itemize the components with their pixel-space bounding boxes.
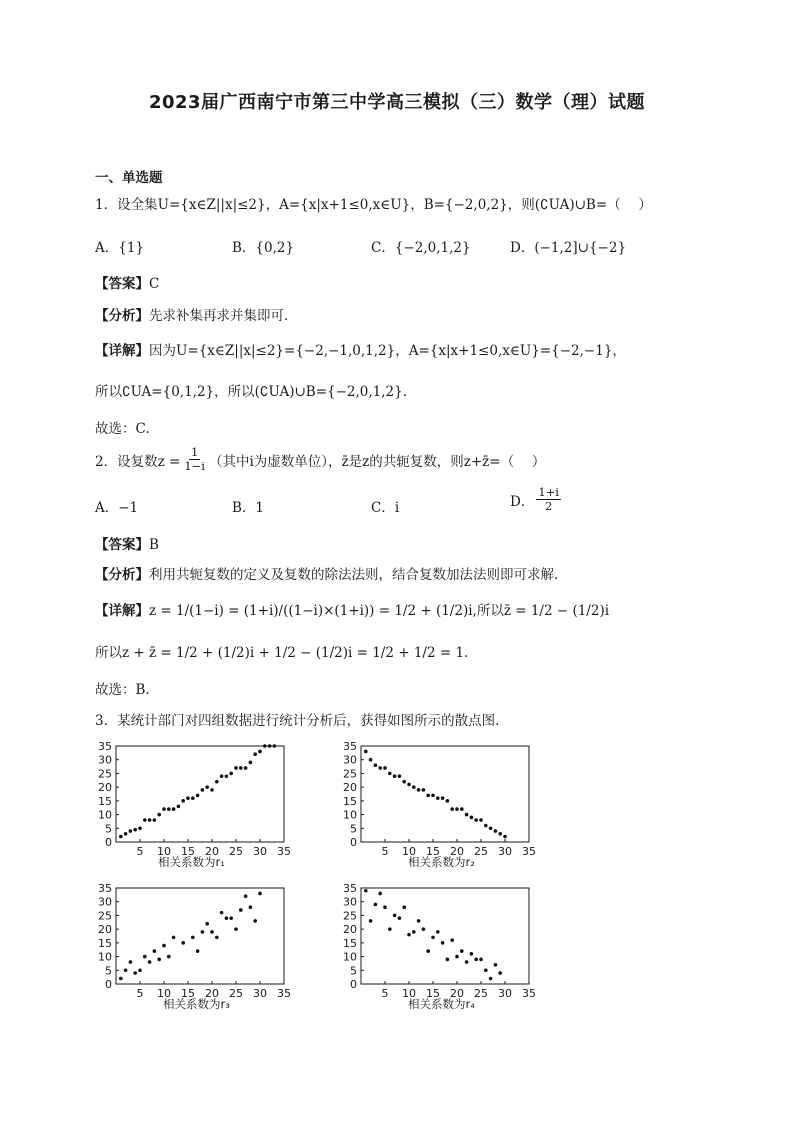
q1-answer-row <box>95 272 159 292</box>
data-point <box>239 908 243 912</box>
x-tick-label: 5 <box>381 845 389 858</box>
data-point <box>431 936 435 940</box>
y-tick-label: 25 <box>343 767 357 781</box>
q2-d-num: 1+i <box>538 485 559 499</box>
data-point <box>446 799 450 803</box>
data-point <box>234 927 238 931</box>
q2-option-d <box>510 486 563 513</box>
data-point <box>470 952 474 956</box>
x-tick-label: 10 <box>157 987 171 1000</box>
data-point <box>470 816 474 820</box>
y-tick-label: 10 <box>343 808 357 822</box>
y-tick-label: 0 <box>350 978 357 991</box>
data-point <box>441 941 445 945</box>
data-point <box>143 818 147 822</box>
data-point <box>426 949 430 953</box>
q2-option-d-label: D． <box>510 493 535 510</box>
y-tick-label: 15 <box>343 794 357 808</box>
data-point <box>172 807 176 811</box>
data-point <box>143 955 147 959</box>
data-point <box>138 826 142 830</box>
q1-option-c: C．{−2,0,1,2} <box>371 240 471 256</box>
data-point <box>484 824 488 828</box>
q2-option-d-frac <box>536 486 561 513</box>
data-point <box>119 977 123 981</box>
data-point <box>201 930 205 934</box>
y-tick-label: 0 <box>105 978 112 991</box>
data-point <box>484 968 488 972</box>
q2-detail-2: 所以z + z̄ = 1/2 + (1/2)i + 1/2 − (1/2)i = 1/2 + 1/2 = 1. <box>95 645 469 661</box>
data-point <box>201 788 205 792</box>
data-point <box>460 807 464 811</box>
data-point <box>498 971 502 975</box>
q2-option-b: B．1 <box>232 500 265 516</box>
data-point <box>450 938 454 942</box>
data-point <box>244 766 248 770</box>
data-point <box>393 774 397 778</box>
data-point <box>210 930 214 934</box>
y-tick-label: 15 <box>98 936 112 950</box>
detail-tag: 【详解】 <box>95 343 149 359</box>
data-point <box>162 944 166 948</box>
data-point <box>489 977 493 981</box>
data-point <box>220 774 224 778</box>
scatter-plot-r2 <box>333 738 553 882</box>
data-point <box>407 933 411 937</box>
answer-tag: 【答案】 <box>95 276 149 292</box>
analysis-tag: 【分析】 <box>95 567 149 583</box>
q2-fraction <box>182 446 207 473</box>
x-tick-label: 5 <box>136 845 144 858</box>
q1-analysis-row <box>95 304 288 324</box>
x-tick-label: 35 <box>277 845 291 858</box>
caption-r2: 相关系数为r₂ <box>408 855 475 869</box>
data-point <box>436 796 440 800</box>
data-point <box>479 818 483 822</box>
data-point <box>196 949 200 953</box>
q2-stem-pre: 2．设复数z = <box>95 453 181 470</box>
data-point <box>393 914 397 918</box>
plot-frame <box>361 746 529 842</box>
y-tick-label: 5 <box>105 822 112 836</box>
data-point <box>263 744 267 748</box>
x-tick-label: 30 <box>498 987 512 1000</box>
data-point <box>489 826 493 830</box>
scatter-plot-r4 <box>333 880 553 1024</box>
scatter-plot-r1 <box>88 738 308 882</box>
y-tick-label: 30 <box>98 895 112 909</box>
data-point <box>460 949 464 953</box>
data-point <box>374 763 378 767</box>
data-point <box>378 892 382 896</box>
y-tick-label: 5 <box>350 822 357 836</box>
x-tick-label: 35 <box>277 987 291 1000</box>
data-point <box>124 968 128 972</box>
y-tick-label: 30 <box>98 753 112 767</box>
q1-analysis: 先求补集再求并集即可. <box>149 308 289 324</box>
y-tick-label: 0 <box>105 836 112 849</box>
x-tick-label: 20 <box>450 845 464 858</box>
data-point <box>494 963 498 967</box>
data-point <box>388 772 392 776</box>
x-tick-label: 5 <box>136 987 144 1000</box>
data-point <box>383 766 387 770</box>
x-tick-label: 10 <box>157 845 171 858</box>
y-tick-label: 0 <box>350 836 357 849</box>
data-point <box>229 772 233 776</box>
data-point <box>417 919 421 923</box>
data-point <box>249 761 253 765</box>
q2-stem <box>95 446 545 473</box>
data-point <box>148 960 152 964</box>
q1-detail-1: 因为U={x∈Z||x|≤2}={−2,−1,0,1,2}，A={x|x+1≤0,x∈U}={−2,−1}， <box>149 343 626 359</box>
x-tick-label: 25 <box>474 987 488 1000</box>
answer-tag: 【答案】 <box>95 537 149 553</box>
detail-tag: 【详解】 <box>95 603 149 619</box>
analysis-tag: 【分析】 <box>95 308 149 324</box>
data-point <box>220 911 224 915</box>
data-point <box>138 968 142 972</box>
q2-detail-1: z = 1/(1−i) = (1+i)/((1−i)×(1+i)) = 1/2 + (1/2)i,所以z̄ = 1/2 − (1/2)i <box>149 603 610 619</box>
data-point <box>258 892 262 896</box>
data-point <box>129 829 133 833</box>
y-tick-label: 30 <box>343 895 357 909</box>
data-point <box>503 835 507 839</box>
q3-stem: 3．某统计部门对四组数据进行统计分析后，获得如图所示的散点图． <box>95 713 509 729</box>
data-point <box>157 813 161 817</box>
q2-option-c: C．i <box>371 500 400 516</box>
data-point <box>244 894 248 898</box>
data-point <box>422 927 426 931</box>
data-point <box>383 905 387 909</box>
data-point <box>191 936 195 940</box>
data-point <box>133 828 137 832</box>
data-point <box>191 796 195 800</box>
data-point <box>239 766 243 770</box>
data-point <box>148 818 152 822</box>
data-point <box>234 766 238 770</box>
data-point <box>369 758 373 762</box>
data-point <box>215 780 219 784</box>
q2-choose: 故选：B. <box>95 682 150 698</box>
q2-detail-row <box>95 599 609 619</box>
data-point <box>133 971 137 975</box>
data-point <box>129 960 133 964</box>
data-point <box>426 794 430 798</box>
data-point <box>407 783 411 787</box>
data-point <box>465 813 469 817</box>
data-point <box>479 958 483 962</box>
y-tick-label: 35 <box>343 882 357 895</box>
data-point <box>450 807 454 811</box>
data-point <box>417 788 421 792</box>
data-point <box>210 788 214 792</box>
q2-frac-den: 1−i <box>184 459 205 473</box>
data-point <box>124 832 128 836</box>
data-point <box>498 832 502 836</box>
q1-answer: C <box>149 276 160 292</box>
x-tick-label: 15 <box>426 987 440 1000</box>
section-heading: 一、单选题 <box>95 170 163 186</box>
y-tick-label: 25 <box>98 909 112 923</box>
data-point <box>229 916 233 920</box>
data-point <box>253 919 257 923</box>
x-tick-label: 10 <box>402 845 416 858</box>
data-point <box>369 919 373 923</box>
x-tick-label: 25 <box>474 845 488 858</box>
q1-detail-row <box>95 339 626 359</box>
x-tick-label: 15 <box>426 845 440 858</box>
data-point <box>268 744 272 748</box>
y-tick-label: 20 <box>98 781 112 795</box>
data-point <box>422 788 426 792</box>
q1-option-b: B．{0,2} <box>232 240 295 256</box>
data-point <box>186 796 190 800</box>
x-tick-label: 20 <box>205 987 219 1000</box>
data-point <box>172 936 176 940</box>
plot-frame <box>361 888 529 984</box>
data-point <box>157 958 161 962</box>
data-point <box>412 785 416 789</box>
data-point <box>273 744 277 748</box>
y-tick-label: 10 <box>343 950 357 964</box>
y-tick-label: 10 <box>98 950 112 964</box>
x-tick-label: 15 <box>181 987 195 1000</box>
y-tick-label: 15 <box>98 794 112 808</box>
y-tick-label: 30 <box>343 753 357 767</box>
y-tick-label: 35 <box>98 740 112 753</box>
data-point <box>225 916 229 920</box>
q2-option-a: A．−1 <box>95 500 139 516</box>
y-tick-label: 5 <box>350 964 357 978</box>
data-point <box>388 927 392 931</box>
q2-stem-post: （其中i为虚数单位），z̄是z的共轭复数，则z+z̄=（ ） <box>208 453 546 470</box>
q1-option-a: A．{1} <box>95 240 145 256</box>
data-point <box>162 807 166 811</box>
data-point <box>412 930 416 934</box>
q2-answer-row <box>95 533 159 553</box>
q2-d-den: 2 <box>544 499 553 513</box>
q2-analysis: 利用共轭复数的定义及复数的除法法则，结合复数加法法则即可求解. <box>149 567 559 583</box>
x-tick-label: 30 <box>253 987 267 1000</box>
data-point <box>398 774 402 778</box>
data-point <box>402 780 406 784</box>
q1-stem: 1．设全集U={x∈Z||x|≤2}，A={x|x+1≤0,x∈U}，B={−2,0,2}，则(∁UA)∪B=（ ） <box>95 197 652 213</box>
x-tick-label: 35 <box>522 845 536 858</box>
y-tick-label: 25 <box>98 767 112 781</box>
x-tick-label: 10 <box>402 987 416 1000</box>
y-tick-label: 35 <box>98 882 112 895</box>
data-point <box>398 916 402 920</box>
y-tick-label: 25 <box>343 909 357 923</box>
scatter-plot-r3 <box>88 880 308 1024</box>
data-point <box>455 955 459 959</box>
data-point <box>167 955 171 959</box>
q2-analysis-row <box>95 563 558 583</box>
data-point <box>181 799 185 803</box>
q2-frac-num: 1 <box>190 445 199 459</box>
data-point <box>167 807 171 811</box>
data-point <box>374 903 378 907</box>
x-tick-label: 35 <box>522 987 536 1000</box>
data-point <box>215 936 219 940</box>
data-point <box>441 796 445 800</box>
q2-answer: B <box>149 537 159 553</box>
q1-option-d: D．(−1,2]∪{−2} <box>510 240 627 256</box>
data-point <box>474 958 478 962</box>
data-point <box>177 805 181 809</box>
x-tick-label: 25 <box>229 987 243 1000</box>
data-point <box>181 941 185 945</box>
x-tick-label: 30 <box>498 845 512 858</box>
x-tick-label: 20 <box>450 987 464 1000</box>
data-point <box>431 794 435 798</box>
page-title: 2023届广西南宁市第三中学高三模拟（三）数学（理）试题 <box>148 92 646 113</box>
x-tick-label: 30 <box>253 845 267 858</box>
data-point <box>153 949 157 953</box>
x-tick-label: 5 <box>381 987 389 1000</box>
data-point <box>119 835 123 839</box>
data-point <box>205 785 209 789</box>
data-point <box>253 752 257 756</box>
caption-r4: 相关系数为r₄ <box>408 997 475 1011</box>
x-tick-label: 25 <box>229 845 243 858</box>
data-point <box>249 905 253 909</box>
q1-choose: 故选：C. <box>95 421 150 437</box>
data-point <box>153 818 157 822</box>
data-point <box>436 930 440 934</box>
q1-detail-2: 所以∁UA={0,1,2}，所以(∁UA)∪B={−2,0,1,2}. <box>95 384 408 400</box>
data-point <box>364 889 368 893</box>
caption-r1: 相关系数为r₁ <box>158 855 225 869</box>
y-tick-label: 15 <box>343 936 357 950</box>
data-point <box>258 750 262 754</box>
data-point <box>446 958 450 962</box>
data-point <box>364 750 368 754</box>
data-point <box>196 794 200 798</box>
data-point <box>402 905 406 909</box>
data-point <box>205 922 209 926</box>
x-tick-label: 15 <box>181 845 195 858</box>
y-tick-label: 20 <box>343 781 357 795</box>
data-point <box>378 766 382 770</box>
y-tick-label: 20 <box>343 923 357 937</box>
y-tick-label: 20 <box>98 923 112 937</box>
data-point <box>455 807 459 811</box>
y-tick-label: 10 <box>98 808 112 822</box>
data-point <box>225 774 229 778</box>
y-tick-label: 5 <box>105 964 112 978</box>
data-point <box>465 960 469 964</box>
y-tick-label: 35 <box>343 740 357 753</box>
caption-r3: 相关系数为r₃ <box>163 997 230 1011</box>
data-point <box>474 818 478 822</box>
x-tick-label: 20 <box>205 845 219 858</box>
data-point <box>494 829 498 833</box>
